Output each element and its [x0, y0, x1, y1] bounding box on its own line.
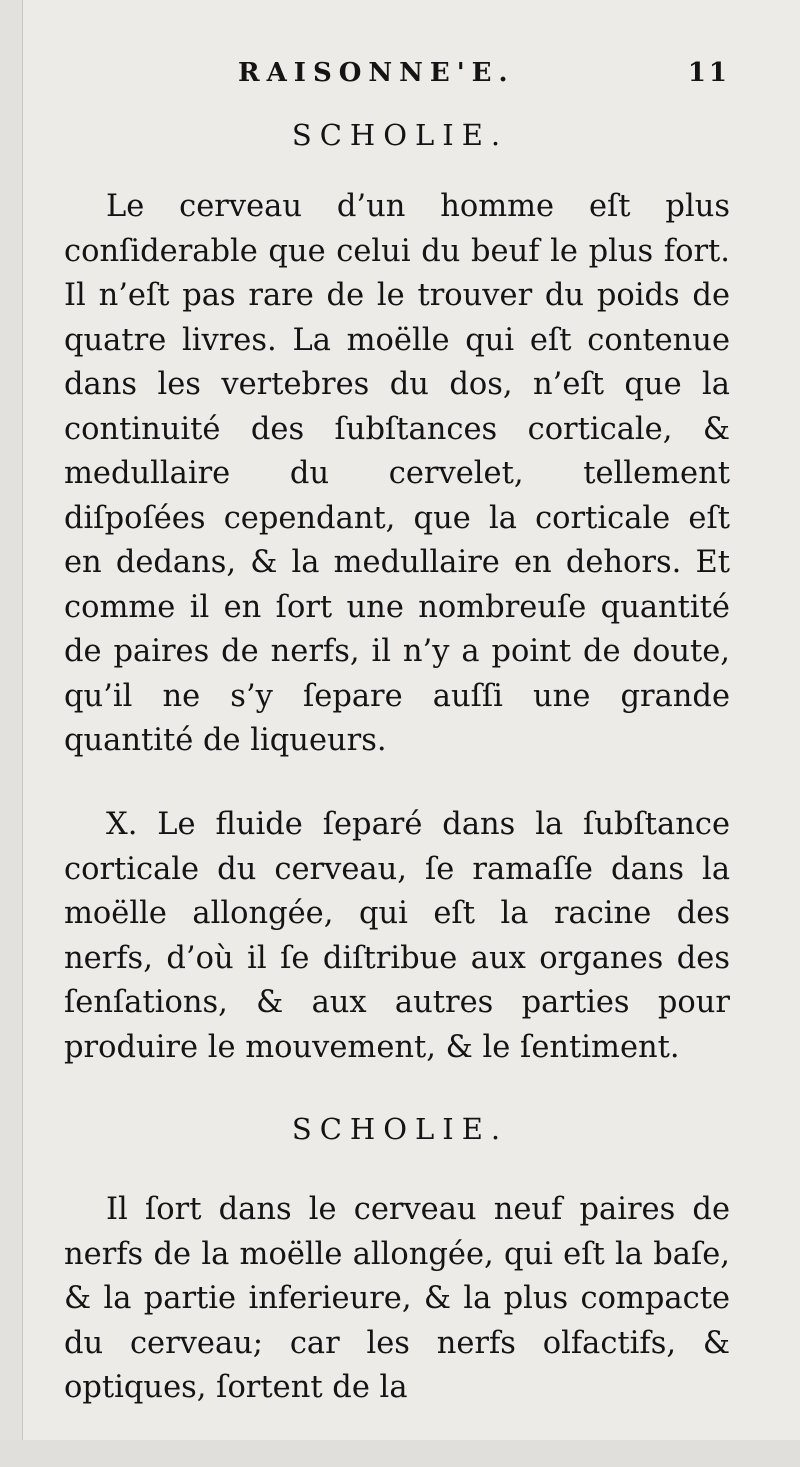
running-head [64, 58, 730, 98]
paragraph-x: X. Le fluide ſeparé dans la ſubſtance corticale du cerveau, ſe ramaſſe dans la moëlle allongée, qui eſt la racine des nerfs, d’où il ſe diſtribue aux organes des ſenſations, & aux autres parties pour produire le mouvement, & le ſentiment. [64, 807, 730, 1065]
paragraph-scholie: Le cerveau d’un homme eſt plus conſiderable que celui du beuf le plus fort. Il n’eſt pas rare de le trouver du poids de quatre livres. La moëlle qui eſt contenue dans les vertebres du dos, n’eſt que la continuité des ſubſtances corticale, & medullaire du cervelet, tellement diſpoſées cependant, que la corticale eſt en dedans, & la medullaire en dehors. Et comme il en ſort une nombreuſe quantité de paires de nerfs, il n’y a point de doute, qu’il ne s’y ſepare auſſi une grande quantité de liqueurs. [64, 189, 730, 758]
page-number: 11 [687, 58, 730, 88]
page-bottom-edge [0, 1440, 800, 1467]
running-head-title: RAISONNE'E. [238, 58, 515, 88]
paragraph-scholie-2: Il ſort dans le cerveau neuf paires de nerfs de la moëlle allongée, qui eſt la baſe, & la partie inferieure, & la plus compacte du cerveau; car les nerfs olfactifs, & optiques, ſortent de la [64, 1192, 730, 1405]
page-gutter [0, 0, 23, 1467]
section-heading-scholie-2: SCHOLIE. [291, 1112, 509, 1146]
section-heading-scholie: SCHOLIE. [291, 118, 509, 152]
